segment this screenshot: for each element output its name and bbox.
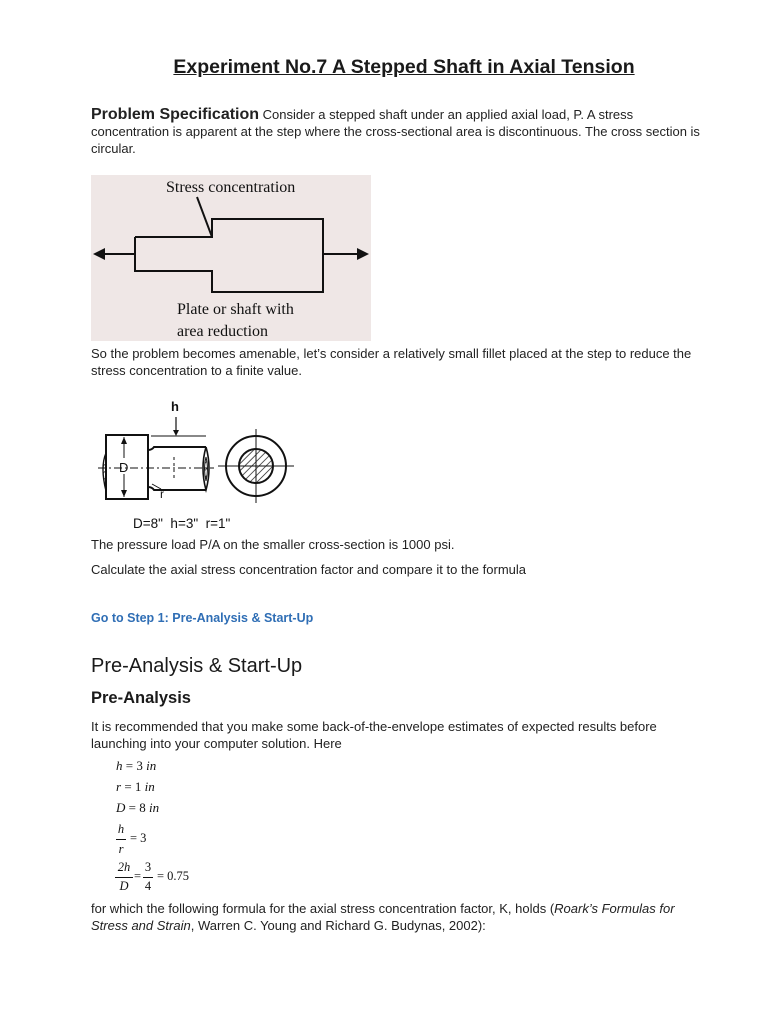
calculate-paragraph: Calculate the axial stress concentration factor and compare it to the formula [91,562,526,577]
2h-over-d-equals: = [134,869,142,883]
h-over-r-numerator: h [117,822,125,836]
pressure-paragraph: The pressure load P/A on the smaller cross-section is 1000 psi. [91,537,455,552]
stress-concentration-label: Stress concentration [166,179,296,196]
book-title: Roark’s Formulas for Stress and Strain [91,901,675,933]
fillet-paragraph: So the problem becomes amenable, let’s consider a relatively small fillet placed at the step to reduce the stress concentration to a finite value. [91,346,692,378]
recommendation-paragraph: It is recommended that you make some back-of-the-envelope estimates of expected results before launching into your computer solution. Here [91,719,657,751]
equation-d: D = 8 in [116,800,160,815]
dimension-values: D=8" h=3" r=1" [133,516,231,531]
area-reduction-label: area reduction [177,323,269,340]
problem-specification-heading: Problem Specification [91,106,260,123]
large-section-hatch [103,453,106,491]
go-to-step1-link[interactable]: Go to Step 1: Pre-Analysis & Start-Up [91,611,314,625]
stress-concentration-figure [91,175,371,341]
d-arrowhead-bottom [121,490,127,497]
equation-h: h = 3 in [116,758,157,773]
d-label: D [119,460,129,475]
h-label: h [171,399,179,414]
page-title: Experiment No.7 A Stepped Shaft in Axial Tension [173,56,635,78]
three-quarters-bar [143,877,153,878]
2h-over-d-bar [115,877,133,878]
plate-shaft-label: Plate or shaft with [177,301,294,318]
section-title: Pre-Analysis & Start-Up [91,655,303,677]
problem-specification-paragraph [91,106,711,157]
2h-over-d-numerator: 2h [117,860,131,874]
formula-paragraph: for which the following formula for the axial stress concentration factor, K, holds (Roark’s Formulas for Stress and Strain, Warren C. Young and Richard G. Budynas, 2002): [91,901,675,933]
r-label: r [160,487,164,501]
problem-specification-text: Consider a stepped shaft under an applied axial load, P. A stress concentration is apparent at the step where the cross-sectional area is discontinuous. The cross section is circular. [91,107,700,156]
three-quarters-denominator: 4 [144,879,152,893]
h-arrowhead [173,430,179,436]
d-arrowhead-top [121,437,127,444]
break-hatch [205,457,208,481]
2h-over-d-result: = 0.75 [157,869,190,883]
three-quarters-numerator: 3 [144,860,152,874]
h-over-r-denominator: r [118,842,124,856]
equation-r: r = 1 in [116,779,155,794]
h-over-r-bar [116,839,126,840]
fillet-dimension-figure [96,395,306,535]
2h-over-d-denominator: D [119,879,129,893]
h-over-r-result: = 3 [130,831,147,845]
subsection-title: Pre-Analysis [91,689,191,707]
